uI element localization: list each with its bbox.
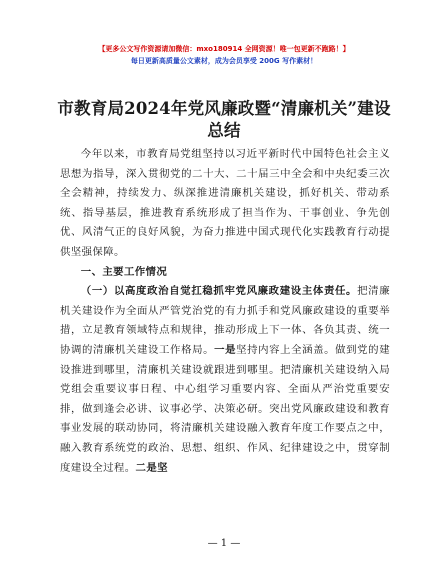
watermark-banner [0, 44, 448, 66]
subsection-text-a: 把清廉机关建设作为全面从严管党治党的有力抓手和党风廉政建设的重要举措，立足教育领域特点和规律，推动形成上下一体、各负其责、统一协调的清廉机关建设工作格局。 [60, 285, 391, 356]
section-heading: 一、主要工作情况 [80, 265, 168, 278]
banner-line-promo: 【更多公文写作资源请加微信：mxo180914 全网资源！唯一包更新不跑路！】 [98, 45, 350, 53]
point-lead-1: 一是 [214, 343, 237, 356]
page-number: — 1 — [207, 538, 241, 549]
subsection-paragraph [60, 282, 390, 478]
document-body [60, 145, 390, 478]
banner-line-membership: 每日更新高质量公文素材，成为会员享受 200G 写作素材！ [130, 57, 318, 65]
subsection-text-b: 坚持内容上全涵盖。做到党的建设推进到哪里，清廉机关建设就跟进到哪里。把清廉机关建设纳入局党组会重要议事日程、中心组学习重要内容、全面从严治党重要安排，做到逢会必讲、议事必学、决策必研。突出党风廉政建设和教育事业发展的联动协同，将清廉机关建设融入教育年度工作要点之中，融入教育系统党的政治、思想、组织、作风、纪律建设之中，贯穿制度建设全过程。 [60, 343, 390, 474]
subsection-heading: （一）以高度政治自觉扛稳抓牢党风廉政建设主体责任。 [80, 285, 358, 298]
document-title: 市教育局2024年党风廉政暨“清廉机关”建设总结 [57, 99, 391, 140]
point-lead-2: 二是坚 [135, 461, 168, 474]
intro-paragraph: 今年以来，市教育局党组坚持以习近平新时代中国特色社会主义思想为指导，深入贯彻党的二十大、二十届三中全会和中央纪委三次全会精神，持续发力、纵深推进清廉机关建设，抓好机关、带动系统、指导基层，推进教育系统形成了担当作为、干事创业、争先创优、风清气正的良好风貌，为奋力推进中国式现代化实践教育行动提供坚强保障。 [60, 148, 390, 258]
